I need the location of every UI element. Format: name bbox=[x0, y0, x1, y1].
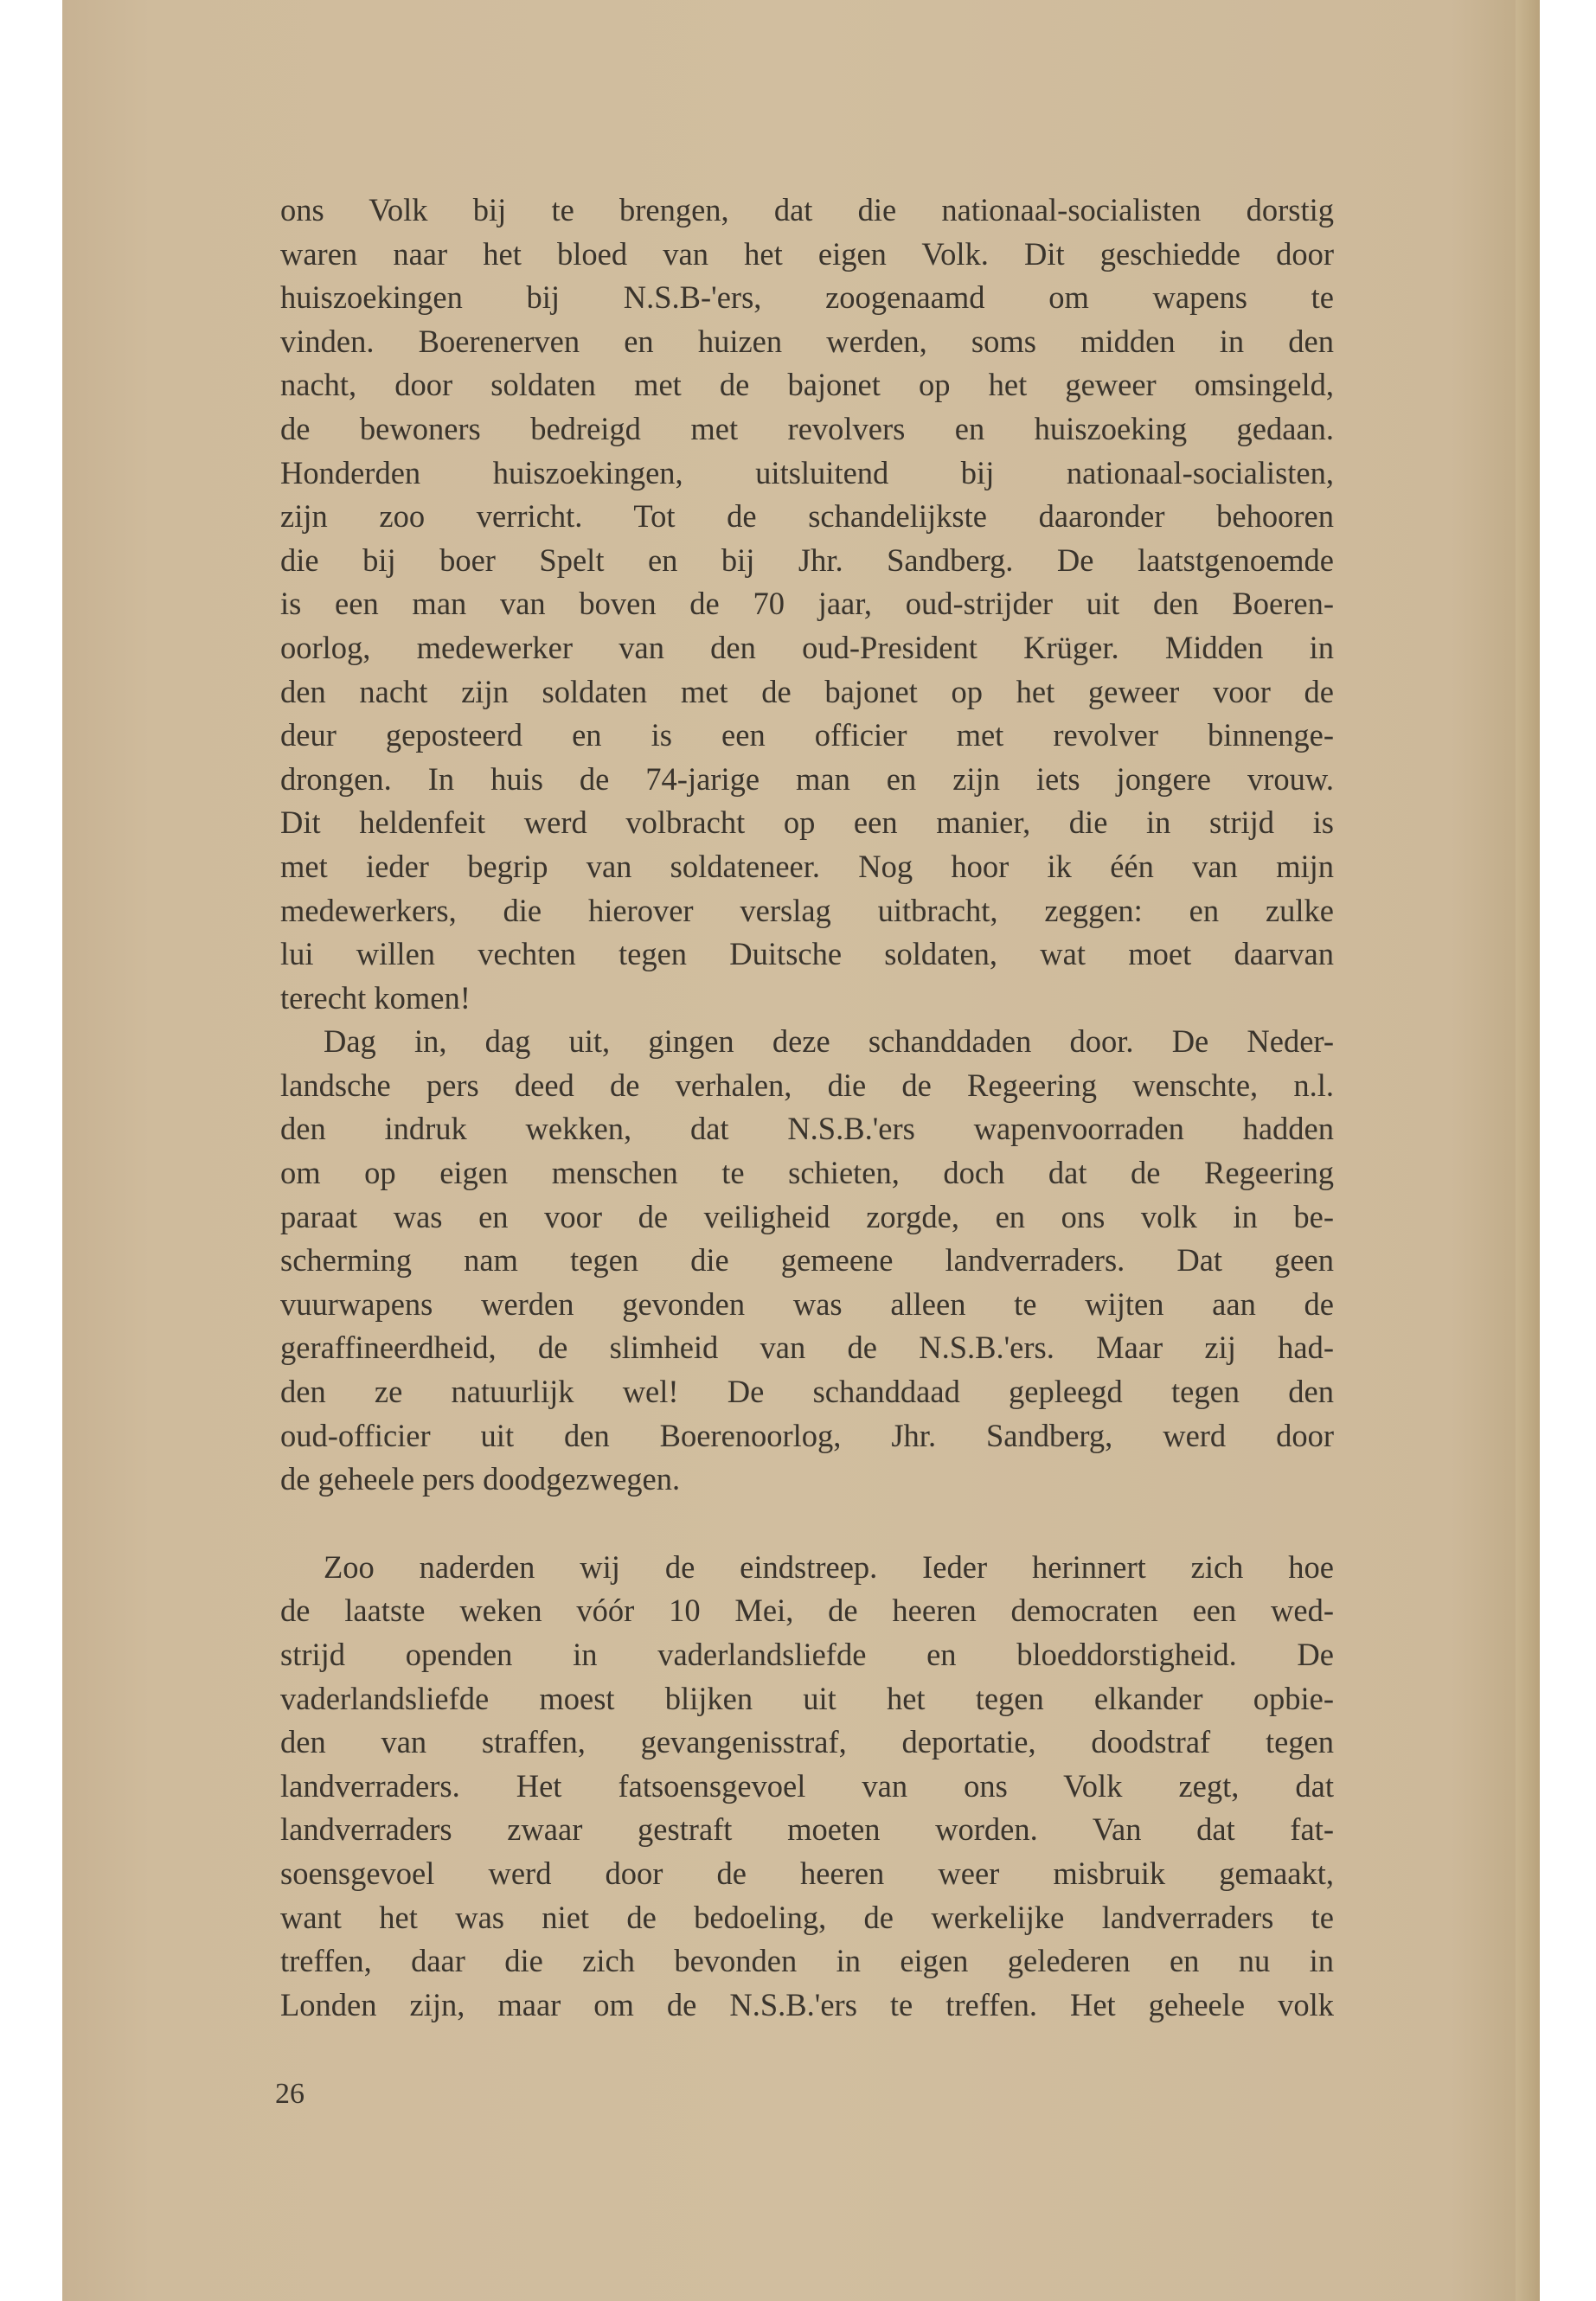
text-line: lui willen vechten tegen Duitsche soldaten, wat moet daarvan bbox=[280, 936, 1334, 972]
text-line: drongen. In huis de 74-jarige man en zijn iets jongere vrouw. bbox=[280, 760, 1334, 797]
text-line: treffen, daar die zich bevonden in eigen gelederen en nu in bbox=[280, 1943, 1334, 1979]
text-line: de geheele pers doodgezwegen. bbox=[280, 1461, 681, 1497]
text-line: waren naar het bloed van het eigen Volk. Dit geschiedde door bbox=[280, 235, 1334, 272]
text-line: den indruk wekken, dat N.S.B.'ers wapenvoorraden hadden bbox=[280, 1111, 1334, 1147]
text-line: medewerkers, die hierover verslag uitbracht, zeggen: en zulke bbox=[280, 892, 1334, 928]
text-line: is een man van boven de 70 jaar, oud-strijder uit den Boeren- bbox=[280, 586, 1334, 622]
text-line: oud-officier uit den Boerenoorlog, Jhr. Sandberg, werd door bbox=[280, 1417, 1334, 1453]
text-line: den van straffen, gevangenisstraf, deportatie, doodstraf tegen bbox=[280, 1724, 1334, 1760]
text-line: nacht, door soldaten met de bajonet op het geweer omsingeld, bbox=[280, 367, 1334, 403]
paragraph-3 bbox=[280, 1546, 1334, 2028]
text-line: ons Volk bij te brengen, dat die nationaal-socialisten dorstig bbox=[280, 192, 1334, 228]
page-edge-shadow bbox=[1516, 0, 1540, 2301]
text-line: Zoo naderden wij de eindstreep. Ieder herinnert zich hoe bbox=[324, 1548, 1334, 1585]
paragraph-1 bbox=[280, 189, 1334, 1020]
text-line: landverraders. Het fatsoensgevoel van ons Volk zegt, dat bbox=[280, 1767, 1334, 1804]
paragraph-2 bbox=[280, 1020, 1334, 1502]
text-line: want het was niet de bedoeling, de werkelijke landverraders te bbox=[280, 1899, 1334, 1935]
text-line: Dag in, dag uit, gingen deze schanddaden door. De Neder- bbox=[324, 1023, 1334, 1060]
text-line: vuurwapens werden gevonden was alleen te wijten aan de bbox=[280, 1285, 1334, 1322]
text-line: om op eigen menschen te schieten, doch dat de Regeering bbox=[280, 1155, 1334, 1191]
text-line: deur geposteerd en is een officier met revolver binnenge- bbox=[280, 717, 1334, 753]
text-line: de laatste weken vóór 10 Mei, de heeren democraten een wed- bbox=[280, 1593, 1334, 1629]
text-line: huiszoekingen bij N.S.B-'ers, zoogenaamd om wapens te bbox=[280, 279, 1334, 316]
text-line: landverraders zwaar gestraft moeten worden. Van dat fat- bbox=[280, 1811, 1334, 1848]
text-line: Londen zijn, maar om de N.S.B.'ers te treffen. Het geheele volk bbox=[280, 1986, 1334, 2022]
text-line: vaderlandsliefde moest blijken uit het tegen elkander opbie- bbox=[280, 1680, 1334, 1716]
text-line: terecht komen! bbox=[280, 979, 471, 1016]
text-line: Dit heldenfeit werd volbracht op een manier, die in strijd is bbox=[280, 804, 1334, 841]
text-line: soensgevoel werd door de heeren weer misbruik gemaakt, bbox=[280, 1855, 1334, 1891]
text-line: met ieder begrip van soldateneer. Nog hoor ik één van mijn bbox=[280, 848, 1334, 884]
paragraph-gap bbox=[280, 1502, 1334, 1546]
text-line: strijd openden in vaderlandsliefde en bloeddorstigheid. De bbox=[280, 1637, 1334, 1672]
text-line: zijn zoo verricht. Tot de schandelijkste daaronder behooren bbox=[280, 498, 1334, 535]
page-number: 26 bbox=[275, 2078, 304, 2110]
text-line: scherming nam tegen die gemeene landverraders. Dat geen bbox=[280, 1242, 1334, 1279]
text-line: paraat was en voor de veiligheid zorgde, en ons volk in be- bbox=[280, 1198, 1334, 1234]
text-line: den nacht zijn soldaten met de bajonet op het geweer voor de bbox=[280, 673, 1334, 709]
text-line: Honderden huiszoekingen, uitsluitend bij nationaal-socialisten, bbox=[280, 454, 1334, 490]
text-line: landsche pers deed de verhalen, die de Regeering wenschte, n.l. bbox=[280, 1067, 1334, 1103]
text-line: den ze natuurlijk wel! De schanddaad gepleegd tegen den bbox=[280, 1374, 1334, 1410]
body-text bbox=[280, 189, 1334, 2027]
text-line: de bewoners bedreigd met revolvers en huiszoeking gedaan. bbox=[280, 410, 1334, 446]
text-line: vinden. Boerenerven en huizen werden, soms midden in den bbox=[280, 323, 1334, 359]
text-line: geraffineerdheid, de slimheid van de N.S.B.'ers. Maar zij had- bbox=[280, 1330, 1334, 1366]
text-line: oorlog, medewerker van den oud-President Krüger. Midden in bbox=[280, 629, 1334, 665]
text-line: die bij boer Spelt en bij Jhr. Sandberg. De laatstgenoemde bbox=[280, 542, 1334, 578]
